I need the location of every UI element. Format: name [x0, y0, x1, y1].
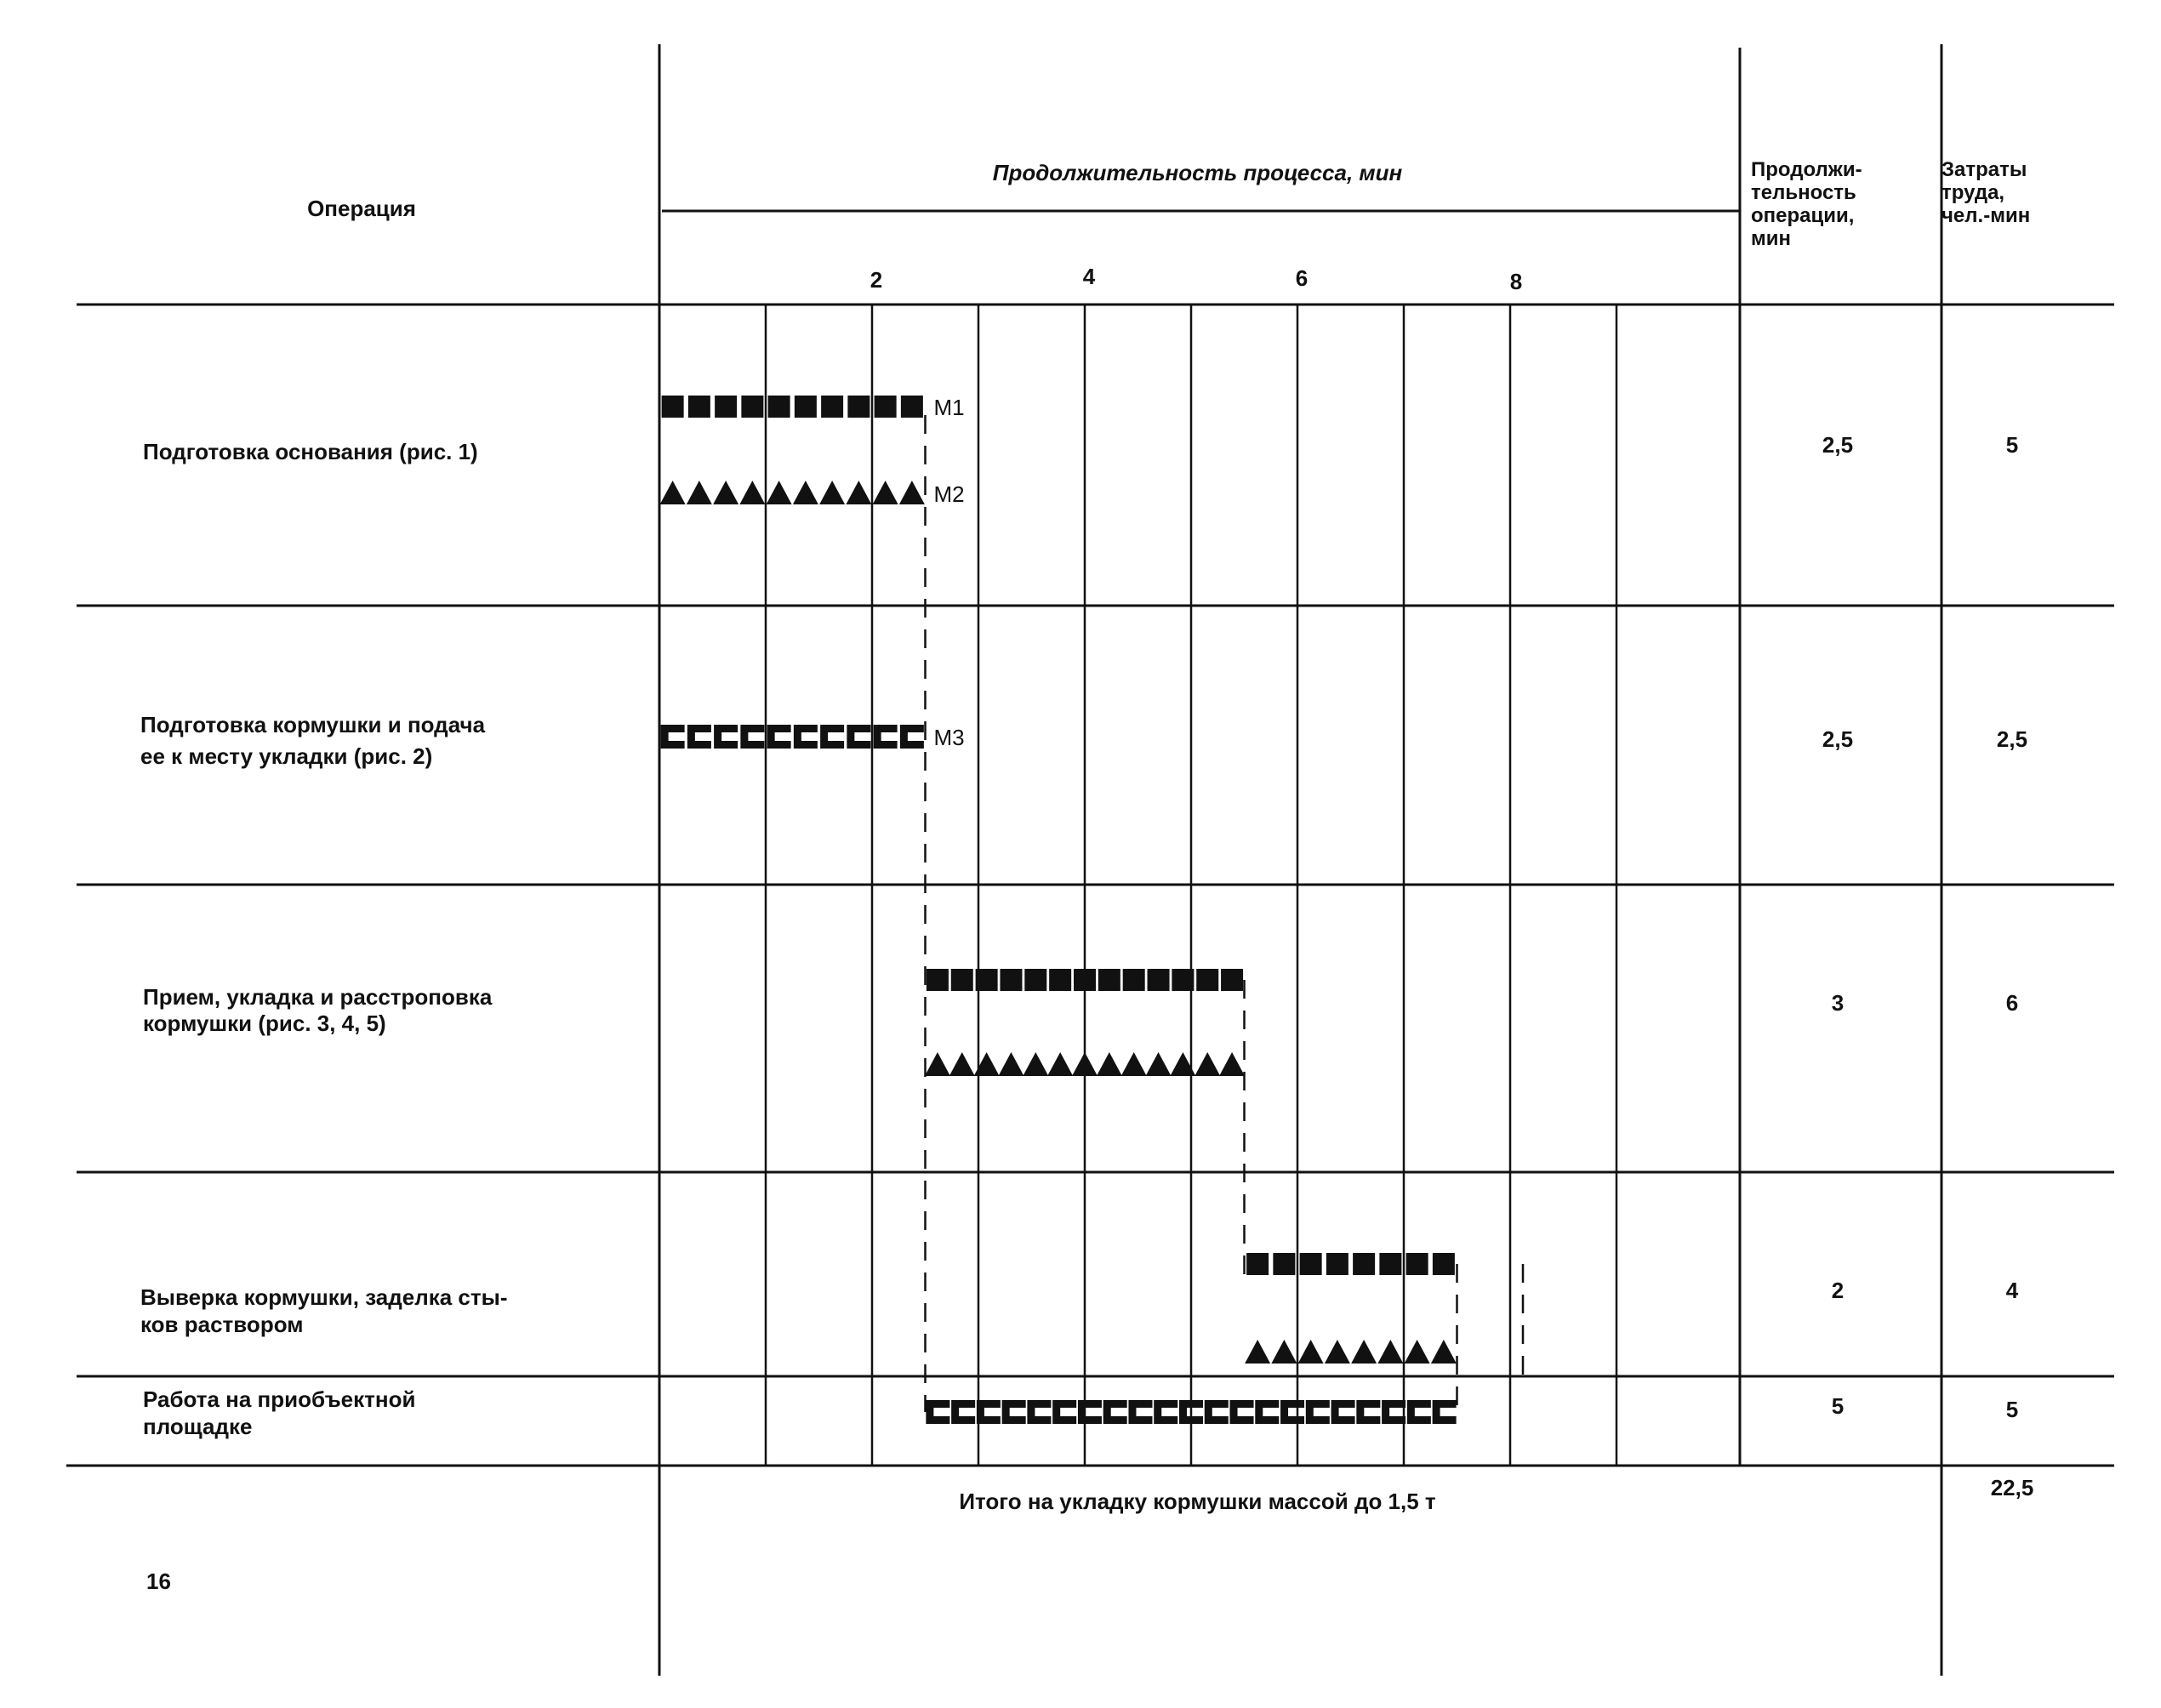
triangle-mark [660, 481, 686, 504]
operation-duration: 3 [1831, 990, 1845, 1016]
bracket-mark [1078, 1400, 1102, 1424]
square-mark [741, 396, 763, 418]
bracket-mark [1052, 1400, 1076, 1424]
triangle-mark [1023, 1052, 1048, 1076]
triangle-mark [1195, 1052, 1220, 1076]
triangle-mark [1121, 1052, 1147, 1076]
gantt-bars [660, 395, 1457, 1424]
operation-labor: 5 [2005, 1397, 2019, 1422]
square-mark [1379, 1253, 1401, 1275]
triangle-mark [1146, 1052, 1172, 1076]
triangle-mark [1405, 1340, 1430, 1364]
tick-label-6: 6 [1295, 265, 1309, 291]
square-mark [688, 396, 710, 418]
operation-duration: 2,5 [1822, 432, 1854, 458]
square-mark [1074, 969, 1096, 991]
triangle-mark [1325, 1340, 1350, 1364]
triangle-mark [1219, 1052, 1245, 1076]
operation-duration: 5 [1831, 1393, 1845, 1419]
page-number: 16 [146, 1569, 171, 1594]
square-mark [1221, 969, 1243, 991]
square-mark [1353, 1253, 1375, 1275]
header-operation-duration-line: операции, [1751, 204, 1855, 227]
square-mark [1326, 1253, 1348, 1275]
square-mark [1024, 969, 1046, 991]
bracket-mark [1280, 1400, 1304, 1424]
header-operation-duration-line: Продолжи- [1751, 158, 1862, 181]
triangle-mark [1072, 1052, 1098, 1076]
operation-name: Прием, укладка и расстроповка [143, 984, 493, 1010]
bracket-mark [1433, 1400, 1457, 1424]
triangle-mark [925, 1052, 950, 1076]
bracket-mark [1128, 1400, 1152, 1424]
bar-label: М3 [933, 725, 965, 750]
bracket-mark [794, 725, 818, 749]
tick-label-2: 2 [870, 267, 883, 293]
operation-name: Подготовка основания (рис. 1) [143, 439, 478, 464]
square-mark [1433, 1253, 1455, 1275]
triangle-mark [713, 481, 738, 504]
square-mark [1049, 969, 1071, 991]
bracket-mark [847, 725, 870, 749]
header-operation: Операция [307, 196, 416, 221]
square-mark [901, 396, 923, 418]
square-mark [715, 396, 737, 418]
triangle-mark [949, 1052, 975, 1076]
square-mark [662, 396, 684, 418]
bracket-mark [767, 725, 791, 749]
bracket-mark [926, 1400, 949, 1424]
operation-duration: 2 [1831, 1278, 1845, 1303]
header-labor-line: чел.-мин [1941, 204, 2031, 227]
bracket-mark [1103, 1400, 1127, 1424]
header-operation-duration [1751, 158, 1921, 250]
square-mark [795, 396, 817, 418]
bracket-mark [1027, 1400, 1051, 1424]
triangle-mark [793, 481, 818, 504]
triangle-mark [819, 481, 845, 504]
bracket-mark [977, 1400, 1001, 1424]
square-mark [976, 969, 998, 991]
header-labor [1941, 158, 2095, 227]
header-labor-line: Затраты [1941, 158, 2027, 181]
square-mark [768, 396, 790, 418]
bracket-mark [1230, 1400, 1254, 1424]
bracket-mark [1255, 1400, 1279, 1424]
square-mark [1300, 1253, 1322, 1275]
operation-labor: 2,5 [1996, 726, 2028, 752]
triangle-mark [846, 481, 871, 504]
bar-label: М2 [933, 481, 965, 507]
triangle-mark [1351, 1340, 1377, 1364]
operation-labor: 5 [2005, 432, 2019, 458]
triangle-mark [1097, 1052, 1122, 1076]
total-label: Итого на укладку кормушки массой до 1,5 т [959, 1489, 1436, 1514]
square-mark [1273, 1253, 1295, 1275]
operation-name: ее к месту укладки (рис. 2) [140, 743, 433, 769]
bracket-mark [874, 725, 898, 749]
square-mark [1000, 969, 1022, 991]
tick-label-4: 4 [1082, 264, 1096, 289]
square-mark [1172, 969, 1194, 991]
bracket-mark [714, 725, 738, 749]
bracket-mark [1306, 1400, 1330, 1424]
bracket-mark [1205, 1400, 1229, 1424]
bracket-mark [1356, 1400, 1380, 1424]
square-mark [847, 396, 870, 418]
operation-labor: 4 [2005, 1278, 2019, 1303]
triangle-mark [739, 481, 765, 504]
bracket-mark [820, 725, 844, 749]
triangle-mark [1298, 1340, 1324, 1364]
square-mark [1098, 969, 1120, 991]
operation-labor: 6 [2005, 990, 2019, 1016]
triangle-mark [1271, 1340, 1297, 1364]
triangle-mark [1377, 1340, 1403, 1364]
triangle-mark [767, 481, 792, 504]
square-mark [1148, 969, 1170, 991]
square-mark [821, 396, 843, 418]
header-operation-duration-line: тельность [1751, 181, 1856, 204]
triangle-mark [873, 481, 898, 504]
operation-duration: 2,5 [1822, 726, 1854, 752]
bracket-mark [687, 725, 711, 749]
operation-name: ков раствором [140, 1312, 304, 1337]
square-mark [927, 969, 949, 991]
triangle-mark [1047, 1052, 1073, 1076]
triangle-mark [899, 481, 925, 504]
bracket-mark [661, 725, 685, 749]
square-mark [1406, 1253, 1428, 1275]
triangle-mark [687, 481, 712, 504]
bar-label: М1 [933, 395, 965, 420]
header-labor-line: труда, [1941, 181, 2005, 204]
triangle-mark [998, 1052, 1023, 1076]
square-mark [1196, 969, 1218, 991]
header-process-duration: Продолжительность процесса, мин [992, 160, 1403, 185]
operation-name: Выверка кормушки, заделка сты- [140, 1284, 508, 1310]
bracket-mark [1382, 1400, 1406, 1424]
bracket-mark [1154, 1400, 1177, 1424]
bracket-mark [900, 725, 924, 749]
tick-label-8: 8 [1509, 269, 1523, 294]
bracket-mark [1002, 1400, 1026, 1424]
square-mark [951, 969, 973, 991]
square-mark [1123, 969, 1145, 991]
operation-name: площадке [143, 1414, 253, 1439]
triangle-mark [1245, 1340, 1270, 1364]
bracket-mark [740, 725, 764, 749]
bracket-mark [1331, 1400, 1355, 1424]
bracket-mark [951, 1400, 975, 1424]
square-mark [875, 396, 897, 418]
bracket-mark [1407, 1400, 1431, 1424]
operation-name: Подготовка кормушки и подача [140, 712, 486, 737]
triangle-mark [1431, 1340, 1457, 1364]
header-operation-duration-line: мин [1751, 227, 1792, 250]
operation-name: Работа на приобъектной [143, 1386, 416, 1412]
total-labor: 22,5 [1990, 1475, 2034, 1500]
operation-name: кормушки (рис. 3, 4, 5) [143, 1011, 386, 1036]
square-mark [1246, 1253, 1269, 1275]
